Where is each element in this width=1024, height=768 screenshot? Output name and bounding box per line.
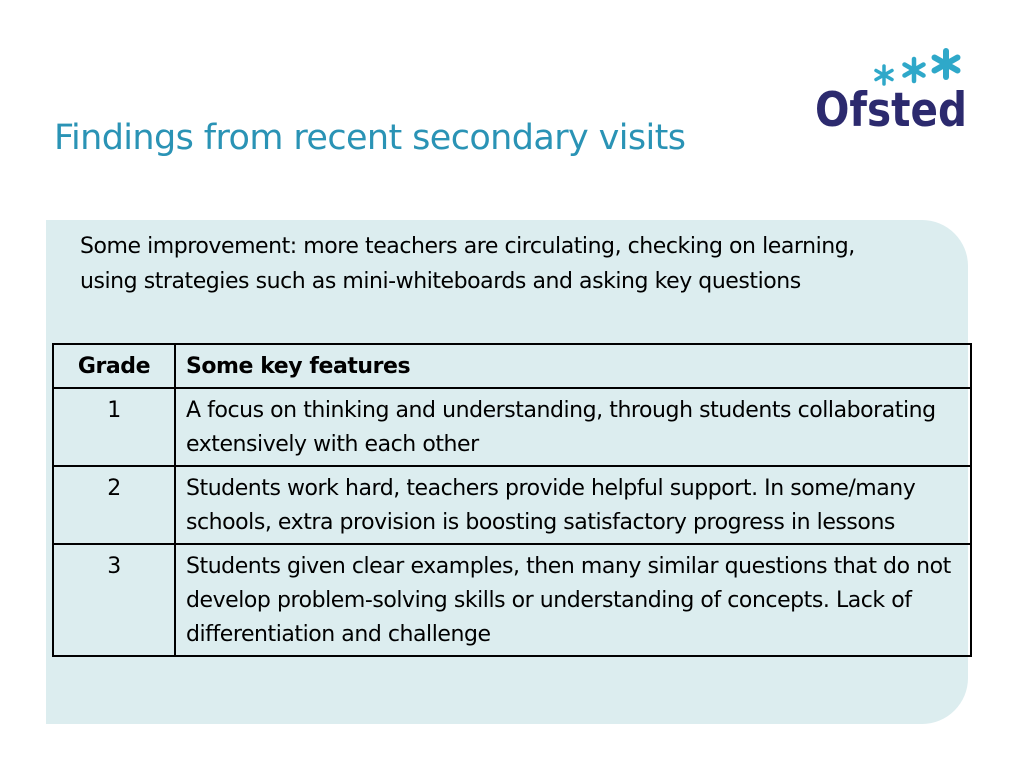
features-cell: A focus on thinking and understanding, through students collaborating extensively with each other (175, 388, 971, 466)
table-header-row (53, 344, 971, 388)
features-cell: Students work hard, teachers provide helpful support. In some/many schools, extra provision is boosting satisfactory progress in lessons (175, 466, 971, 544)
column-header-grade: Grade (53, 344, 175, 388)
three-stars-logo-icon (876, 51, 958, 84)
intro-text: Some improvement: more teachers are circulating, checking on learning, using strategies such as mini-whiteboards and asking key questions (80, 234, 855, 294)
grade-cell: 3 (53, 544, 175, 656)
features-cell: Students given clear examples, then many similar questions that do not develop problem-solving skills or understanding of concepts. Lack of differentiation and challenge (175, 544, 971, 656)
table-row (53, 544, 971, 656)
slide-title: Findings from recent secondary visits (54, 118, 686, 158)
ofsted-logo (814, 48, 974, 130)
table-row (53, 388, 971, 466)
ofsted-logo-graphic (814, 48, 974, 130)
logo-wordmark: Ofsted (815, 83, 967, 130)
grade-cell: 2 (53, 466, 175, 544)
table-row (53, 466, 971, 544)
column-header-features: Some key features (175, 344, 971, 388)
grade-cell: 1 (53, 388, 175, 466)
grade-features-table (52, 343, 972, 657)
